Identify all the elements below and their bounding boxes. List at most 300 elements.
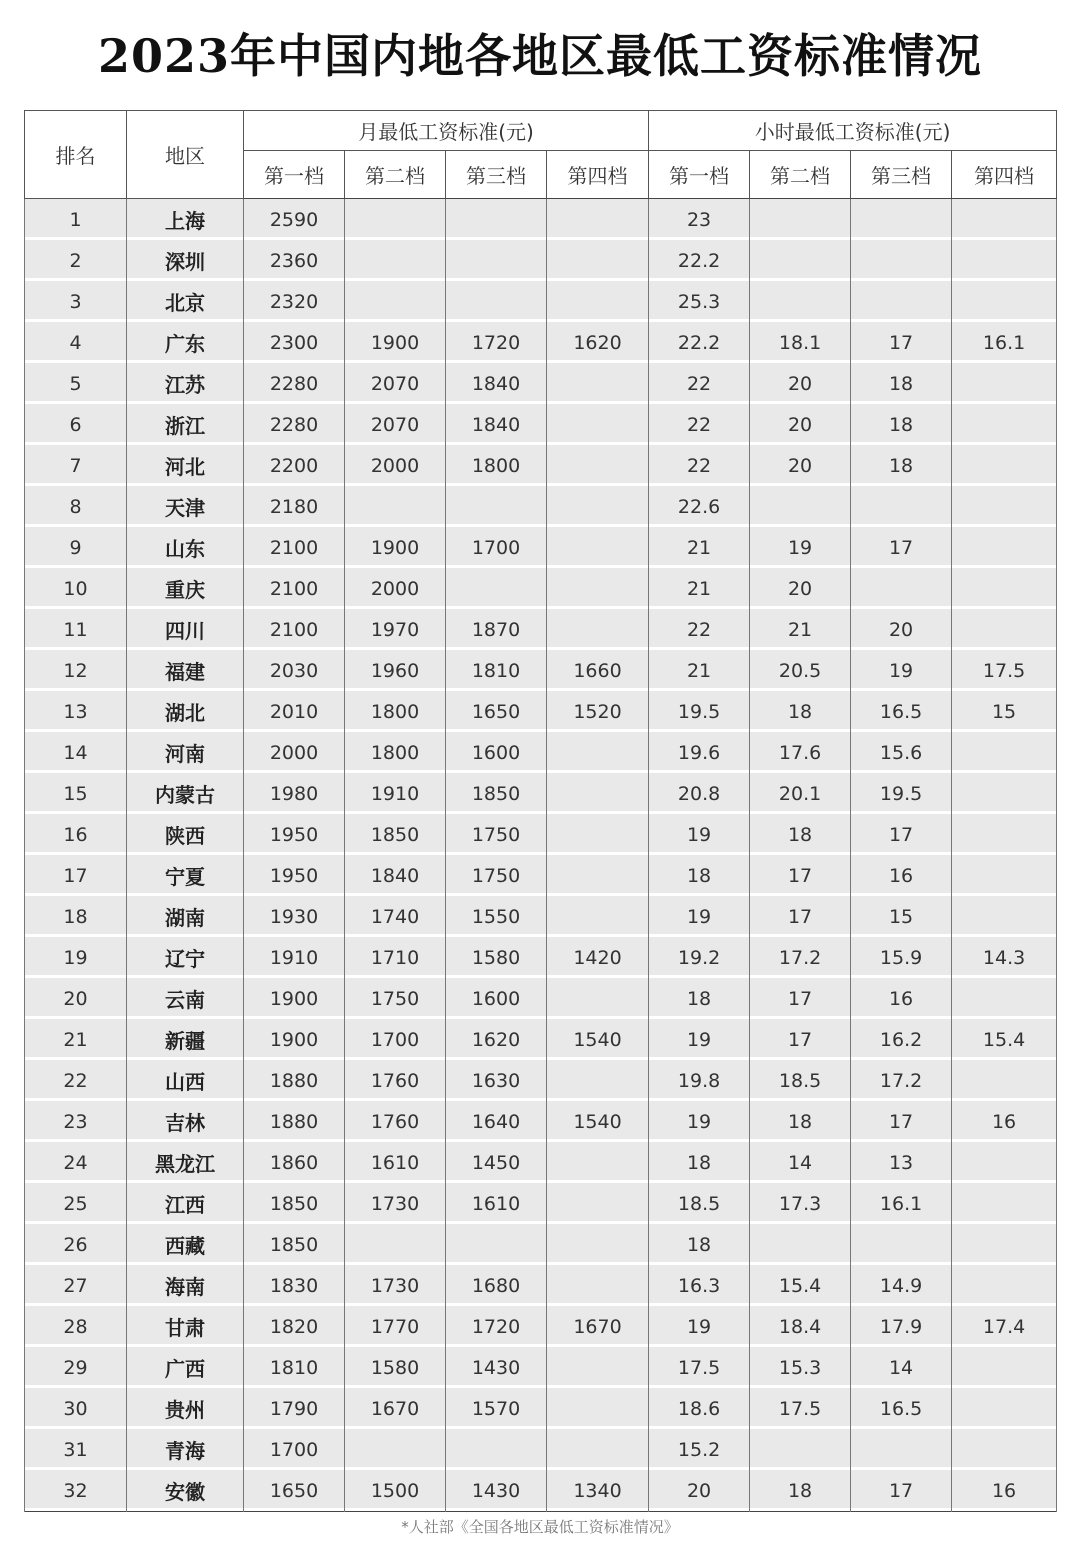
monthly-tier-2-cell: 1900 (345, 322, 446, 363)
rank-cell: 6 (25, 404, 127, 445)
hourly-tier-3-cell: 17 (851, 814, 952, 855)
hourly-tier-2-cell: 17.5 (750, 1388, 851, 1429)
hourly-tier-3-cell: 17 (851, 1470, 952, 1512)
hourly-tier-1-cell: 20.8 (649, 773, 750, 814)
hourly-tier-1-cell: 17.5 (649, 1347, 750, 1388)
hourly-tier-2-cell: 18 (750, 814, 851, 855)
header-monthly-tier-4: 第四档 (547, 151, 649, 199)
header-monthly-group: 月最低工资标准(元) (244, 111, 649, 151)
table-row (25, 1183, 1057, 1224)
hourly-tier-2-cell: 17 (750, 1019, 851, 1060)
monthly-tier-1-cell: 2300 (244, 322, 345, 363)
monthly-tier-2-cell: 1910 (345, 773, 446, 814)
monthly-tier-4-cell (547, 978, 649, 1019)
rank-cell: 9 (25, 527, 127, 568)
monthly-tier-3-cell: 1630 (446, 1060, 547, 1101)
monthly-tier-1-cell: 2180 (244, 486, 345, 527)
table-row (25, 322, 1057, 363)
monthly-tier-3-cell: 1720 (446, 322, 547, 363)
rank-cell: 12 (25, 650, 127, 691)
hourly-tier-3-cell: 16.5 (851, 691, 952, 732)
rank-cell: 5 (25, 363, 127, 404)
hourly-tier-1-cell: 22 (649, 609, 750, 650)
hourly-tier-4-cell: 15 (952, 691, 1057, 732)
rank-cell: 15 (25, 773, 127, 814)
monthly-tier-4-cell (547, 732, 649, 773)
hourly-tier-2-cell: 17 (750, 896, 851, 937)
monthly-tier-2-cell: 1670 (345, 1388, 446, 1429)
monthly-tier-1-cell: 1880 (244, 1060, 345, 1101)
hourly-tier-1-cell: 18 (649, 855, 750, 896)
hourly-tier-1-cell: 16.3 (649, 1265, 750, 1306)
hourly-tier-2-cell: 17.2 (750, 937, 851, 978)
table-row (25, 568, 1057, 609)
monthly-tier-1-cell: 1950 (244, 814, 345, 855)
hourly-tier-3-cell: 15.9 (851, 937, 952, 978)
table-row (25, 1306, 1057, 1347)
hourly-tier-4-cell: 15.4 (952, 1019, 1057, 1060)
hourly-tier-1-cell: 21 (649, 650, 750, 691)
region-cell: 西藏 (127, 1224, 244, 1265)
region-cell: 北京 (127, 281, 244, 322)
hourly-tier-3-cell: 16 (851, 978, 952, 1019)
monthly-tier-3-cell (446, 199, 547, 241)
monthly-tier-3-cell (446, 240, 547, 281)
monthly-tier-3-cell: 1450 (446, 1142, 547, 1183)
hourly-tier-3-cell: 14 (851, 1347, 952, 1388)
hourly-tier-3-cell: 16 (851, 855, 952, 896)
monthly-tier-2-cell: 1970 (345, 609, 446, 650)
monthly-tier-3-cell: 1640 (446, 1101, 547, 1142)
hourly-tier-1-cell: 22.2 (649, 240, 750, 281)
header-rank: 排名 (25, 111, 127, 199)
monthly-tier-2-cell: 1730 (345, 1265, 446, 1306)
hourly-tier-2-cell (750, 281, 851, 322)
hourly-tier-3-cell: 15 (851, 896, 952, 937)
header-hourly-tier-2: 第二档 (750, 151, 851, 199)
hourly-tier-4-cell: 17.4 (952, 1306, 1057, 1347)
rank-cell: 10 (25, 568, 127, 609)
hourly-tier-1-cell: 21 (649, 527, 750, 568)
rank-cell: 16 (25, 814, 127, 855)
region-cell: 重庆 (127, 568, 244, 609)
monthly-tier-1-cell: 2100 (244, 609, 345, 650)
hourly-tier-2-cell: 15.3 (750, 1347, 851, 1388)
monthly-tier-1-cell: 1650 (244, 1470, 345, 1512)
hourly-tier-3-cell: 17.9 (851, 1306, 952, 1347)
hourly-tier-1-cell: 18 (649, 978, 750, 1019)
region-cell: 海南 (127, 1265, 244, 1306)
table-row (25, 650, 1057, 691)
region-cell: 湖北 (127, 691, 244, 732)
monthly-tier-1-cell: 2030 (244, 650, 345, 691)
hourly-tier-4-cell (952, 240, 1057, 281)
rank-cell: 13 (25, 691, 127, 732)
monthly-tier-3-cell (446, 1224, 547, 1265)
rank-cell: 30 (25, 1388, 127, 1429)
header-hourly-group: 小时最低工资标准(元) (649, 111, 1057, 151)
region-cell: 深圳 (127, 240, 244, 281)
hourly-tier-4-cell: 16 (952, 1470, 1057, 1512)
hourly-tier-4-cell: 16.1 (952, 322, 1057, 363)
table-row (25, 1388, 1057, 1429)
region-cell: 福建 (127, 650, 244, 691)
hourly-tier-3-cell: 16.5 (851, 1388, 952, 1429)
monthly-tier-2-cell: 2070 (345, 404, 446, 445)
monthly-tier-2-cell: 1760 (345, 1060, 446, 1101)
monthly-tier-4-cell (547, 568, 649, 609)
header-monthly-tier-3: 第三档 (446, 151, 547, 199)
rank-cell: 31 (25, 1429, 127, 1470)
monthly-tier-2-cell (345, 240, 446, 281)
monthly-tier-3-cell: 1610 (446, 1183, 547, 1224)
monthly-tier-2-cell: 1750 (345, 978, 446, 1019)
table-row (25, 773, 1057, 814)
hourly-tier-4-cell (952, 527, 1057, 568)
monthly-tier-1-cell: 1860 (244, 1142, 345, 1183)
table-row (25, 199, 1057, 241)
monthly-tier-1-cell: 2590 (244, 199, 345, 241)
table-row (25, 1142, 1057, 1183)
hourly-tier-3-cell: 16.1 (851, 1183, 952, 1224)
rank-cell: 17 (25, 855, 127, 896)
hourly-tier-1-cell: 19 (649, 896, 750, 937)
hourly-tier-4-cell (952, 855, 1057, 896)
monthly-tier-2-cell: 1960 (345, 650, 446, 691)
hourly-tier-1-cell: 20 (649, 1470, 750, 1512)
region-cell: 山西 (127, 1060, 244, 1101)
monthly-tier-2-cell: 1740 (345, 896, 446, 937)
rank-cell: 3 (25, 281, 127, 322)
hourly-tier-3-cell: 18 (851, 363, 952, 404)
hourly-tier-1-cell: 19.2 (649, 937, 750, 978)
hourly-tier-1-cell: 25.3 (649, 281, 750, 322)
monthly-tier-1-cell: 1950 (244, 855, 345, 896)
hourly-tier-4-cell (952, 1265, 1057, 1306)
table-row (25, 1224, 1057, 1265)
hourly-tier-2-cell (750, 199, 851, 241)
monthly-tier-1-cell: 2100 (244, 527, 345, 568)
hourly-tier-2-cell: 17.3 (750, 1183, 851, 1224)
hourly-tier-2-cell: 18 (750, 691, 851, 732)
rank-cell: 22 (25, 1060, 127, 1101)
region-cell: 浙江 (127, 404, 244, 445)
monthly-tier-2-cell: 1840 (345, 855, 446, 896)
hourly-tier-3-cell: 18 (851, 445, 952, 486)
region-cell: 辽宁 (127, 937, 244, 978)
rank-cell: 2 (25, 240, 127, 281)
hourly-tier-3-cell: 20 (851, 609, 952, 650)
hourly-tier-3-cell: 17 (851, 322, 952, 363)
region-cell: 云南 (127, 978, 244, 1019)
rank-cell: 18 (25, 896, 127, 937)
monthly-tier-3-cell: 1800 (446, 445, 547, 486)
rank-cell: 24 (25, 1142, 127, 1183)
monthly-tier-1-cell: 2280 (244, 404, 345, 445)
hourly-tier-2-cell: 20 (750, 404, 851, 445)
hourly-tier-3-cell: 17.2 (851, 1060, 952, 1101)
monthly-tier-2-cell: 1730 (345, 1183, 446, 1224)
rank-cell: 25 (25, 1183, 127, 1224)
table-row (25, 896, 1057, 937)
monthly-tier-1-cell: 2320 (244, 281, 345, 322)
hourly-tier-4-cell (952, 568, 1057, 609)
monthly-tier-3-cell: 1430 (446, 1470, 547, 1512)
region-cell: 青海 (127, 1429, 244, 1470)
monthly-tier-3-cell: 1700 (446, 527, 547, 568)
table-row (25, 609, 1057, 650)
hourly-tier-3-cell: 19 (851, 650, 952, 691)
hourly-tier-3-cell: 14.9 (851, 1265, 952, 1306)
monthly-tier-1-cell: 1910 (244, 937, 345, 978)
hourly-tier-2-cell: 20 (750, 568, 851, 609)
region-cell: 甘肃 (127, 1306, 244, 1347)
hourly-tier-1-cell: 19 (649, 1019, 750, 1060)
monthly-tier-4-cell (547, 609, 649, 650)
rank-cell: 28 (25, 1306, 127, 1347)
hourly-tier-2-cell: 14 (750, 1142, 851, 1183)
hourly-tier-3-cell (851, 1429, 952, 1470)
monthly-tier-4-cell (547, 855, 649, 896)
hourly-tier-2-cell: 20 (750, 445, 851, 486)
hourly-tier-2-cell: 21 (750, 609, 851, 650)
rank-cell: 20 (25, 978, 127, 1019)
monthly-tier-4-cell (547, 773, 649, 814)
hourly-tier-2-cell: 18 (750, 1101, 851, 1142)
hourly-tier-3-cell: 19.5 (851, 773, 952, 814)
monthly-tier-1-cell: 1700 (244, 1429, 345, 1470)
region-cell: 天津 (127, 486, 244, 527)
monthly-tier-3-cell: 1570 (446, 1388, 547, 1429)
region-cell: 山东 (127, 527, 244, 568)
monthly-tier-1-cell: 1830 (244, 1265, 345, 1306)
hourly-tier-1-cell: 22 (649, 363, 750, 404)
hourly-tier-2-cell: 18 (750, 1470, 851, 1512)
monthly-tier-3-cell (446, 281, 547, 322)
monthly-tier-3-cell: 1750 (446, 855, 547, 896)
rank-cell: 29 (25, 1347, 127, 1388)
region-cell: 贵州 (127, 1388, 244, 1429)
monthly-tier-4-cell (547, 1060, 649, 1101)
table-row (25, 1470, 1057, 1512)
hourly-tier-4-cell (952, 1142, 1057, 1183)
monthly-tier-2-cell: 2000 (345, 568, 446, 609)
table-row (25, 445, 1057, 486)
hourly-tier-2-cell (750, 486, 851, 527)
monthly-tier-2-cell: 1580 (345, 1347, 446, 1388)
region-cell: 四川 (127, 609, 244, 650)
hourly-tier-4-cell: 17.5 (952, 650, 1057, 691)
monthly-tier-1-cell: 1790 (244, 1388, 345, 1429)
hourly-tier-4-cell (952, 1388, 1057, 1429)
monthly-tier-1-cell: 1850 (244, 1183, 345, 1224)
monthly-tier-1-cell: 1820 (244, 1306, 345, 1347)
hourly-tier-1-cell: 22 (649, 404, 750, 445)
header-monthly-tier-2: 第二档 (345, 151, 446, 199)
monthly-tier-4-cell (547, 199, 649, 241)
monthly-tier-4-cell (547, 1183, 649, 1224)
monthly-tier-2-cell (345, 199, 446, 241)
hourly-tier-1-cell: 19 (649, 1306, 750, 1347)
table-row (25, 691, 1057, 732)
hourly-tier-1-cell: 19 (649, 814, 750, 855)
header-hourly-tier-4: 第四档 (952, 151, 1057, 199)
hourly-tier-4-cell (952, 1224, 1057, 1265)
hourly-tier-4-cell (952, 978, 1057, 1019)
hourly-tier-2-cell: 15.4 (750, 1265, 851, 1306)
monthly-tier-3-cell (446, 568, 547, 609)
region-cell: 宁夏 (127, 855, 244, 896)
monthly-tier-4-cell (547, 404, 649, 445)
hourly-tier-2-cell (750, 1224, 851, 1265)
hourly-tier-1-cell: 15.2 (649, 1429, 750, 1470)
hourly-tier-3-cell (851, 486, 952, 527)
hourly-tier-2-cell: 20.1 (750, 773, 851, 814)
hourly-tier-1-cell: 19.6 (649, 732, 750, 773)
header-hourly-tier-3: 第三档 (851, 151, 952, 199)
hourly-tier-3-cell (851, 199, 952, 241)
monthly-tier-3-cell: 1680 (446, 1265, 547, 1306)
monthly-tier-4-cell (547, 896, 649, 937)
region-cell: 江苏 (127, 363, 244, 404)
hourly-tier-3-cell (851, 1224, 952, 1265)
monthly-tier-2-cell (345, 1429, 446, 1470)
hourly-tier-2-cell: 17 (750, 855, 851, 896)
monthly-tier-3-cell: 1650 (446, 691, 547, 732)
hourly-tier-1-cell: 22 (649, 445, 750, 486)
monthly-tier-1-cell: 2000 (244, 732, 345, 773)
hourly-tier-4-cell (952, 814, 1057, 855)
monthly-tier-3-cell: 1430 (446, 1347, 547, 1388)
monthly-tier-3-cell: 1600 (446, 978, 547, 1019)
monthly-tier-1-cell: 2360 (244, 240, 345, 281)
monthly-tier-2-cell: 1900 (345, 527, 446, 568)
table-row (25, 978, 1057, 1019)
rank-cell: 8 (25, 486, 127, 527)
hourly-tier-4-cell (952, 1060, 1057, 1101)
monthly-tier-3-cell: 1840 (446, 363, 547, 404)
region-cell: 广东 (127, 322, 244, 363)
region-cell: 黑龙江 (127, 1142, 244, 1183)
header-region: 地区 (127, 111, 244, 199)
hourly-tier-3-cell: 17 (851, 1101, 952, 1142)
rank-cell: 19 (25, 937, 127, 978)
hourly-tier-2-cell (750, 1429, 851, 1470)
monthly-tier-4-cell: 1520 (547, 691, 649, 732)
table-row (25, 937, 1057, 978)
hourly-tier-4-cell (952, 445, 1057, 486)
region-cell: 河北 (127, 445, 244, 486)
region-cell: 陕西 (127, 814, 244, 855)
region-cell: 湖南 (127, 896, 244, 937)
monthly-tier-2-cell: 1610 (345, 1142, 446, 1183)
hourly-tier-1-cell: 21 (649, 568, 750, 609)
hourly-tier-3-cell: 17 (851, 527, 952, 568)
hourly-tier-4-cell: 16 (952, 1101, 1057, 1142)
hourly-tier-1-cell: 18 (649, 1142, 750, 1183)
hourly-tier-4-cell: 14.3 (952, 937, 1057, 978)
table-row (25, 404, 1057, 445)
page-title: 2023年中国内地各地区最低工资标准情况 (97, 29, 983, 83)
monthly-tier-2-cell: 1700 (345, 1019, 446, 1060)
rank-cell: 27 (25, 1265, 127, 1306)
table-row (25, 240, 1057, 281)
monthly-tier-2-cell: 1500 (345, 1470, 446, 1512)
hourly-tier-4-cell (952, 486, 1057, 527)
hourly-tier-4-cell (952, 1183, 1057, 1224)
monthly-tier-4-cell (547, 363, 649, 404)
monthly-tier-2-cell (345, 281, 446, 322)
header-hourly-tier-1: 第一档 (649, 151, 750, 199)
monthly-tier-4-cell (547, 1388, 649, 1429)
monthly-tier-3-cell: 1750 (446, 814, 547, 855)
hourly-tier-3-cell: 16.2 (851, 1019, 952, 1060)
monthly-tier-2-cell: 1710 (345, 937, 446, 978)
region-cell: 吉林 (127, 1101, 244, 1142)
monthly-tier-3-cell: 1580 (446, 937, 547, 978)
monthly-tier-1-cell: 2200 (244, 445, 345, 486)
monthly-tier-4-cell (547, 445, 649, 486)
hourly-tier-4-cell (952, 732, 1057, 773)
rank-cell: 26 (25, 1224, 127, 1265)
monthly-tier-3-cell: 1620 (446, 1019, 547, 1060)
hourly-tier-2-cell: 17.6 (750, 732, 851, 773)
region-cell: 上海 (127, 199, 244, 241)
monthly-tier-1-cell: 1900 (244, 1019, 345, 1060)
hourly-tier-4-cell (952, 1429, 1057, 1470)
monthly-tier-3-cell: 1870 (446, 609, 547, 650)
rank-cell: 1 (25, 199, 127, 241)
rank-cell: 7 (25, 445, 127, 486)
monthly-tier-4-cell: 1340 (547, 1470, 649, 1512)
hourly-tier-4-cell (952, 896, 1057, 937)
hourly-tier-3-cell (851, 240, 952, 281)
table-row (25, 814, 1057, 855)
table-row (25, 1347, 1057, 1388)
hourly-tier-3-cell: 15.6 (851, 732, 952, 773)
table-body (25, 199, 1057, 1512)
region-cell: 内蒙古 (127, 773, 244, 814)
hourly-tier-1-cell: 23 (649, 199, 750, 241)
header-monthly-tier-1: 第一档 (244, 151, 345, 199)
hourly-tier-4-cell (952, 199, 1057, 241)
table-row (25, 1265, 1057, 1306)
hourly-tier-2-cell: 18.4 (750, 1306, 851, 1347)
monthly-tier-3-cell (446, 486, 547, 527)
hourly-tier-4-cell (952, 404, 1057, 445)
hourly-tier-2-cell (750, 240, 851, 281)
monthly-tier-1-cell: 2280 (244, 363, 345, 404)
monthly-tier-3-cell: 1720 (446, 1306, 547, 1347)
hourly-tier-3-cell (851, 568, 952, 609)
hourly-tier-4-cell (952, 363, 1057, 404)
rank-cell: 32 (25, 1470, 127, 1512)
table-row (25, 281, 1057, 322)
monthly-tier-3-cell: 1810 (446, 650, 547, 691)
monthly-tier-2-cell (345, 486, 446, 527)
hourly-tier-2-cell: 18.1 (750, 322, 851, 363)
rank-cell: 21 (25, 1019, 127, 1060)
monthly-tier-4-cell: 1420 (547, 937, 649, 978)
hourly-tier-1-cell: 19 (649, 1101, 750, 1142)
monthly-tier-4-cell (547, 486, 649, 527)
hourly-tier-1-cell: 19.5 (649, 691, 750, 732)
monthly-tier-2-cell: 1800 (345, 691, 446, 732)
monthly-tier-4-cell (547, 1429, 649, 1470)
hourly-tier-4-cell (952, 609, 1057, 650)
monthly-tier-2-cell (345, 1224, 446, 1265)
hourly-tier-2-cell: 19 (750, 527, 851, 568)
